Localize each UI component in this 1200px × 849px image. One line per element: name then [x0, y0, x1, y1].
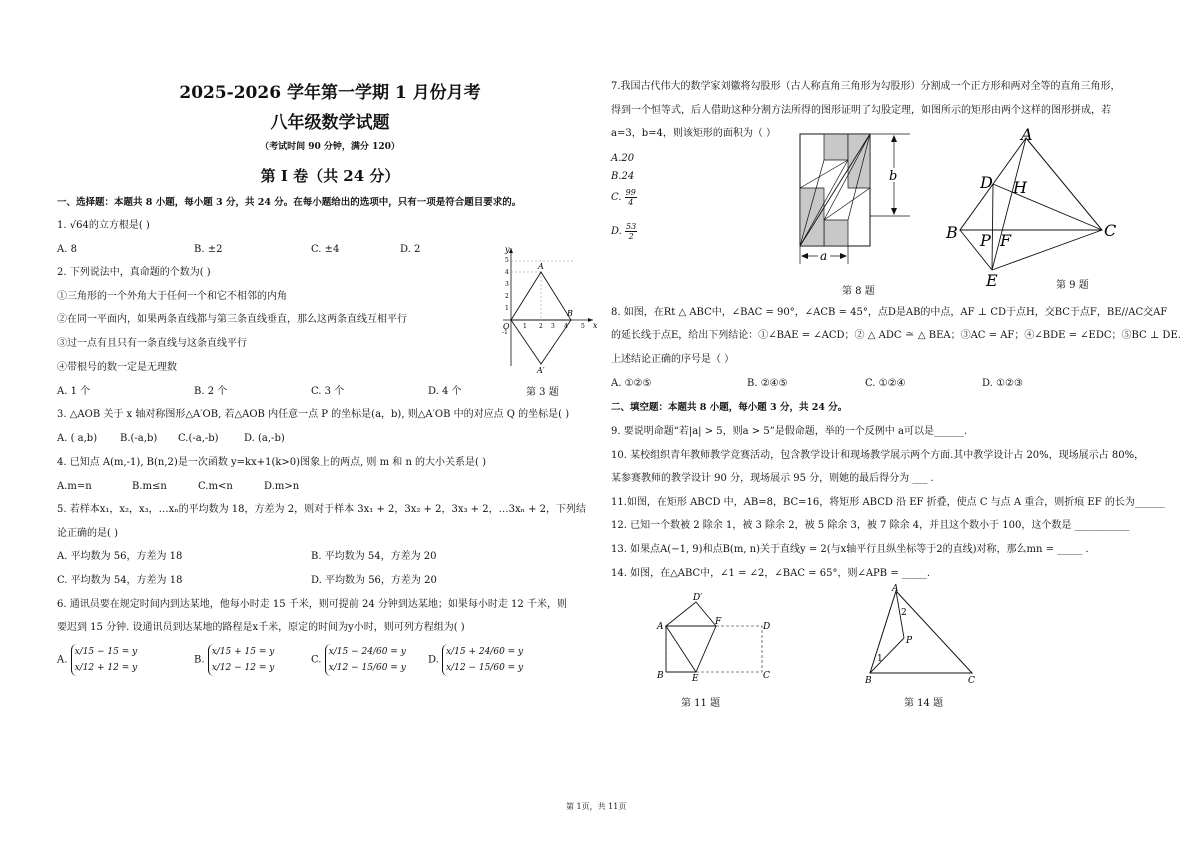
q2-option-d: D. 4 个	[428, 386, 462, 397]
figure-q9	[944, 128, 1119, 290]
q3-option-b: B.(-a,b)	[120, 433, 158, 444]
point-b-label: B	[567, 309, 573, 318]
q10-stem-line2: 某参赛教师的教学设计 90 分，现场展示 95 分，则她的最后得分为 ___ .	[611, 473, 934, 484]
point-c-label: C	[763, 671, 770, 681]
segment-ae	[992, 138, 1026, 270]
point-b-label: B	[865, 676, 872, 686]
q4-option-c: C.m<n	[198, 481, 233, 492]
fraction-denominator: 4	[628, 198, 634, 207]
q6-option-c-eq1: x/15 − 24/60 = y	[328, 647, 406, 657]
point-p-label: P	[906, 636, 913, 646]
x-tick: 5	[581, 323, 585, 330]
figure-q3	[493, 244, 598, 374]
q14-stem: 14. 如图，在△ABC中，∠1 = ∠2，∠BAC = 65°，则∠APB = _____.	[611, 568, 931, 579]
q6-option-b-eq1: x/15 + 15 = y	[211, 647, 275, 657]
x-tick: 4	[564, 323, 568, 330]
q2-item-4: ④带根号的数一定是无理数	[57, 362, 177, 373]
x-tick: 3	[551, 323, 555, 330]
q7-option-d-fraction	[625, 222, 637, 241]
q6-option-b-system	[208, 644, 275, 676]
q2-option-a: A. 1 个	[57, 386, 91, 397]
q2-option-c: C. 3 个	[311, 386, 345, 397]
arrow-up-icon	[891, 135, 897, 142]
q4-option-b: B.m≤n	[132, 481, 167, 492]
y-tick: 5	[505, 257, 509, 264]
q7-stem-line3: a=3，b=4，则该矩形的面积为（ ）	[611, 128, 777, 139]
q6-stem-line1: 6. 通讯员要在规定时间内到达某地，他每小时走 15 千米，则可提前 24 分钟到达某地；如果每小时走 12 千米，则	[57, 599, 567, 610]
q5-option-d: D. 平均数为 56，方差为 20	[311, 575, 437, 586]
point-d-prime-label: D′	[693, 593, 703, 603]
triangle-abc	[870, 591, 972, 673]
q6-option-d	[428, 644, 523, 676]
q7-option-b: B.24	[611, 171, 635, 182]
volume-title: 第 I 卷（共 24 分）	[260, 167, 400, 185]
q2-item-1: ①三角形的一个外角大于任何一个和它不相邻的内角	[57, 291, 287, 302]
section1-heading: 一、选择题：本题共 8 小题，每小题 3 分，共 24 分。在每小题给出的选项中，只有一项是符合题目要求的。	[57, 197, 522, 208]
q7-option-c-fraction	[625, 188, 637, 207]
point-c-label: C	[1104, 221, 1117, 240]
q1-option-d: D. 2	[400, 244, 421, 255]
point-e-label: E	[986, 271, 998, 290]
q6-option-d-system	[442, 644, 523, 676]
q5-option-a: A. 平均数为 56，方差为 18	[57, 551, 183, 562]
point-a-label: A	[1021, 128, 1033, 144]
segment-de	[992, 184, 993, 270]
exam-info: （考试时间 90 分钟，满分 120）	[260, 142, 400, 152]
q1-stem: 1. √64的立方根是( )	[57, 220, 150, 231]
y-tick: -1	[502, 329, 508, 336]
y-tick: 4	[505, 269, 509, 276]
q9-stem: 9. 要说明命题“若|a| > 5，则a > 5”是假命题，举的一个反例中 a可以是______.	[611, 426, 968, 437]
y-axis-label: y	[505, 245, 510, 254]
arrow-right-icon	[840, 253, 847, 259]
original-rectangle	[666, 626, 762, 672]
q13-stem: 13. 如果点A(−1, 9)和点B(m, n)关于直线y = 2(与x轴平行且纵坐标等于2的直线)对称，那么mn = _____ .	[611, 544, 1089, 555]
point-h-label: H	[1013, 178, 1027, 197]
section2-heading: 二、填空题：本题共 8 小题，每小题 3 分，共 24 分。	[611, 402, 848, 413]
q6-option-c-eq2: x/12 − 15/60 = y	[328, 663, 406, 673]
q6-option-d-label: D.	[428, 654, 439, 666]
fraction-numerator: 53	[626, 222, 637, 231]
q1-option-b: B. ±2	[194, 244, 223, 255]
q7-option-a: A.20	[611, 153, 635, 164]
angle-2-label: 2	[901, 608, 907, 618]
q6-option-b-eq2: x/12 − 12 = y	[211, 663, 275, 673]
subject-title: 八年级数学试题	[270, 113, 390, 133]
figure-q9-caption: 第 9 题	[1056, 280, 1089, 291]
q1-option-a: A. 8	[57, 244, 77, 255]
q6-option-c-system	[325, 644, 406, 676]
figure-q14-caption: 第 14 题	[904, 698, 944, 709]
y-tick: 2	[505, 293, 509, 300]
x-axis-label: x	[593, 321, 598, 330]
segment-dc	[993, 184, 1102, 230]
q7-option-c	[611, 188, 637, 207]
q2-item-3: ③过一点有且只有一条直线与这条直线平行	[57, 338, 247, 349]
y-tick: 3	[505, 281, 509, 288]
q6-option-a-eq1: x/15 − 15 = y	[74, 647, 138, 657]
x-tick: 1	[523, 323, 527, 330]
x-tick: 2	[539, 323, 543, 330]
q6-option-a-eq2: x/12 + 12 = y	[74, 663, 138, 673]
q6-option-a-label: A.	[57, 654, 68, 666]
q8-stem-line2: 的延长线于点E，给出下列结论：①∠BAE = ∠ACD；② △ ADC ≅ △ BEA；③AC = AF；④∠BDE = ∠EDC；⑤BC ⊥ DE.	[611, 330, 1181, 341]
q5-stem-line1: 5. 若样本x₁，x₂，x₃，…xₙ的平均数为 18，方差为 2，则对于样本 3x₁ + 2，3x₂ + 2，3x₃ + 2，…3xₙ + 2，下列结	[57, 504, 587, 515]
shaded-square-bottom	[824, 220, 848, 246]
q6-option-d-eq1: x/15 + 24/60 = y	[446, 647, 524, 657]
q10-stem-line1: 10. 某校组织青年教师教学竞赛活动，包含教学设计和现场教学展示两个方面.其中教学设计占 20%，现场展示占 80%，	[611, 450, 1145, 461]
q8-option-a: A. ①②⑤	[611, 378, 652, 389]
coordinate-figure	[493, 244, 598, 374]
q5-option-b: B. 平均数为 54，方差为 20	[311, 551, 437, 562]
figure-q8	[790, 128, 930, 268]
angle-1-label: 1	[877, 654, 883, 664]
q6-option-a	[57, 644, 137, 676]
shaded-square-top	[824, 134, 848, 160]
q12-stem: 12. 已知一个数被 2 除余 1，被 3 除余 2，被 5 除余 3，被 7 除余 4，并且这个数小于 100，这个数是 ___________	[611, 520, 1130, 531]
q8-option-c: C. ①②④	[865, 378, 906, 389]
q7-stem-line1: 7.我国古代伟大的数学家刘徽将勾股形（古人称直角三角形为勾股形）分割成一个正方形和两对全等的直角三角形，	[611, 81, 1121, 92]
arrow-down-icon	[891, 208, 897, 215]
arrow-left-icon	[801, 253, 808, 259]
q3-option-c: C.(-a,-b)	[178, 433, 219, 444]
q8-stem-line3: 上述结论正确的序号是（ ）	[611, 354, 735, 365]
q3-option-d: D. (a,-b)	[244, 433, 285, 444]
q7-option-d	[611, 222, 637, 241]
dimension-a-label: a	[820, 249, 828, 263]
point-b-label: B	[946, 223, 958, 242]
q5-stem-line2: 论正确的是( )	[57, 528, 118, 539]
q4-stem: 4. 已知点 A(m,-1), B(n,2)是一次函数 y=kx+1(k>0)图象上的两点, 则 m 和 n 的大小关系是( )	[57, 457, 487, 468]
q2-option-b: B. 2 个	[194, 386, 228, 397]
point-f-label: F	[715, 617, 722, 627]
q6-option-d-eq2: x/12 − 15/60 = y	[446, 663, 524, 673]
q3-option-a: A. ( a,b)	[57, 433, 98, 444]
q8-option-d: D. ①②③	[982, 378, 1023, 389]
triangle-abc-figure	[944, 128, 1119, 290]
fraction-numerator: 99	[625, 188, 636, 197]
q6-option-c	[311, 644, 406, 676]
page-footer: 第 1页，共 11页	[566, 802, 627, 811]
point-c-label: C	[968, 676, 975, 686]
figure-q11-caption: 第 11 题	[681, 698, 721, 709]
q4-option-a: A.m=n	[57, 481, 92, 492]
origin-label: O	[503, 322, 510, 331]
q8-stem-line1: 8. 如图，在Rt △ ABC中，∠BAC = 90°，∠ACB = 45°，点D是AB的中点，AF ⊥ CD于点H，交BC于点F，BE//AC交AF	[611, 307, 1168, 318]
q6-stem-line2: 要迟到 15 分钟. 设通讯员到达某地的路程是x千米，原定的时间为y小时，则可列方程组为( )	[57, 622, 465, 633]
shaded-left-strip	[800, 188, 824, 246]
q1-option-c: C. ±4	[311, 244, 340, 255]
shaded-right-strip	[848, 134, 870, 188]
q6-option-c-label: C.	[311, 654, 322, 666]
point-a-prime-label: A′	[537, 366, 545, 374]
q2-stem: 2. 下列说法中，真命题的个数为( )	[57, 267, 211, 278]
figure-q14	[862, 583, 982, 687]
exam-title: 2025-2026 学年第一学期 1 月份月考	[179, 83, 481, 103]
q11-stem: 11.如图，在矩形 ABCD 中，AB=8，BC=16，将矩形 ABCD 沿 EF 折叠，使点 C 与点 A 重合，则折痕 EF 的长为______	[611, 497, 1165, 508]
fold-line-ef	[696, 626, 716, 672]
point-p-label: P	[980, 231, 991, 250]
figure-q3-caption: 第 3 题	[526, 387, 559, 398]
dimension-b-label: b	[889, 169, 898, 184]
point-a-label: A	[538, 262, 544, 271]
folded-rectangle-figure	[652, 588, 777, 683]
q2-item-2: ②在同一平面内，如果两条直线都与第三条直线垂直，那么这两条直线互相平行	[57, 314, 407, 325]
y-tick: 1	[505, 305, 509, 312]
point-d-label: D	[980, 173, 993, 192]
folded-triangle	[666, 602, 716, 626]
point-e-label: E	[692, 674, 699, 683]
point-f-label: F	[1000, 231, 1012, 250]
figure-q8-caption: 第 8 题	[842, 286, 875, 297]
triangle-apb-figure	[862, 583, 982, 687]
figure-q11	[652, 588, 777, 683]
q7-stem-line2: 得到一个恒等式，后人借助这种分割方法所得的图形证明了勾股定理，如图所示的矩形由两个这样的图形拼成，若	[611, 105, 1111, 116]
point-a-label: A	[892, 584, 899, 594]
point-b-label: B	[657, 671, 664, 681]
q6-option-b	[194, 644, 274, 676]
y-axis-arrow-icon	[509, 248, 513, 253]
q7-option-d-label: D.	[611, 226, 622, 237]
fraction-denominator: 2	[628, 232, 634, 241]
q4-option-d: D.m>n	[264, 481, 300, 492]
q3-stem: 3. △AOB 关于 x 轴对称图形△A′OB, 若△AOB 内任意一点 P 的坐标是(a，b), 则△A′OB 中的对应点 Q 的坐标是( )	[57, 409, 570, 420]
q7-option-c-label: C.	[611, 192, 622, 203]
q6-option-a-system	[71, 644, 138, 676]
segment-ae	[666, 626, 696, 672]
q5-option-c: C. 平均数为 54，方差为 18	[57, 575, 183, 586]
rectangle-pythagoras-figure	[790, 128, 930, 268]
q8-option-b: B. ②④⑤	[747, 378, 788, 389]
q6-option-b-label: B.	[194, 654, 205, 666]
point-d-label: D	[763, 622, 771, 632]
point-a-label: A	[657, 622, 664, 632]
